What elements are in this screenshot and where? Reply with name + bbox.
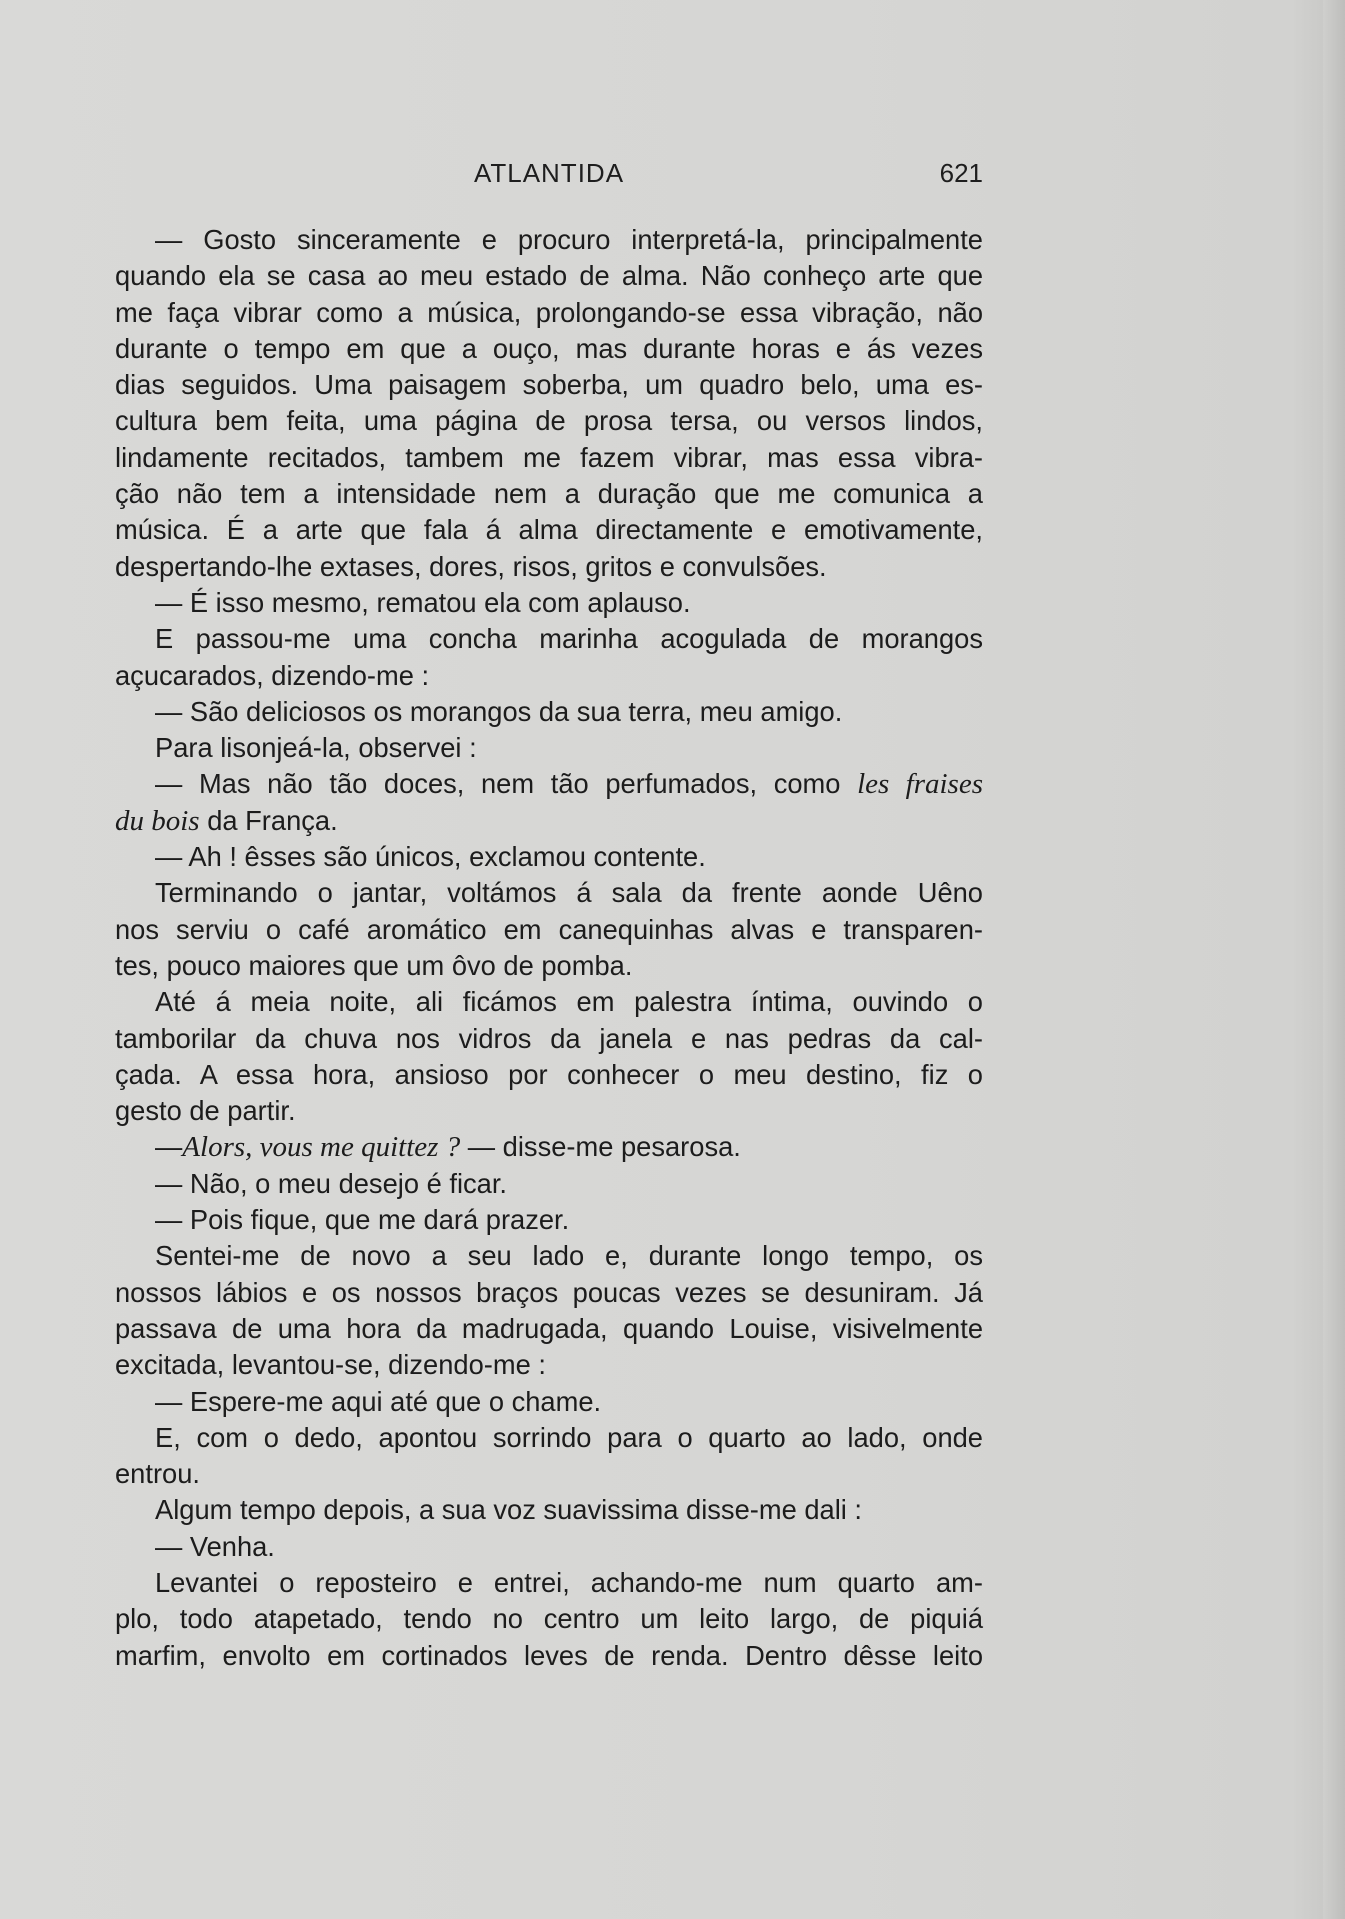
text-line — [115, 766, 983, 802]
text-line: despertando-lhe extases, dores, risos, gritos e convulsões. — [115, 550, 827, 582]
text-line: Sentei-me de novo a seu lado e, durante longo tempo, os — [155, 1240, 983, 1272]
text-line: — É isso mesmo, rematou ela com aplauso. — [155, 586, 691, 618]
text-line: Levantei o reposteiro e entrei, achando-me num quarto am- — [155, 1566, 983, 1598]
text-line: Algum tempo depois, a sua voz suavissima disse-me dali : — [155, 1494, 862, 1526]
text-line: E, com o dedo, apontou sorrindo para o quarto ao lado, onde — [155, 1421, 983, 1453]
text-line: durante o tempo em que a ouço, mas durante horas e ás vezes — [115, 332, 983, 364]
text-line: Até á meia noite, ali ficámos em palestra íntima, ouvindo o — [155, 986, 983, 1018]
paragraph — [115, 1384, 983, 1420]
text-segment: — disse-me pesarosa. — [467, 1131, 741, 1163]
paragraph — [115, 839, 983, 875]
paragraph — [115, 222, 983, 585]
paragraph — [115, 875, 983, 984]
text-segment: — — [155, 1131, 183, 1163]
text-line: — Pois fique, que me dará prazer. — [155, 1204, 570, 1236]
italic-phrase: les fraises — [857, 768, 983, 801]
text-line: dias seguidos. Uma paisagem soberba, um quadro belo, uma es- — [115, 369, 983, 401]
paragraph — [115, 984, 983, 1129]
running-title: ATLANTIDA — [473, 158, 625, 188]
paragraph — [115, 766, 983, 839]
paragraph — [115, 1529, 983, 1565]
text-line: música. É a arte que fala á alma directamente e emotivamente, — [115, 514, 983, 546]
paragraph — [115, 1129, 983, 1165]
text-line: Para lisonjeá-la, observei : — [155, 732, 477, 764]
text-line: entrou. — [115, 1458, 200, 1490]
text-line: ção não tem a intensidade nem a duração que me comunica a — [115, 478, 983, 510]
text-line: tes, pouco maiores que um ôvo de pomba. — [115, 949, 633, 981]
text-segment: da França. — [207, 804, 338, 836]
paragraph — [115, 730, 983, 766]
text-line: plo, todo atapetado, tendo no centro um leito largo, de piquiá — [115, 1603, 983, 1635]
text-line: — Venha. — [155, 1530, 275, 1562]
text-line: — Espere-me aqui até que o chame. — [155, 1385, 602, 1417]
body-text — [115, 222, 983, 1674]
paragraph — [115, 1420, 983, 1493]
page-edge-shadow — [1323, 0, 1345, 1919]
text-line: — São deliciosos os morangos da sua terra, meu amigo. — [155, 695, 843, 727]
paragraph — [115, 1202, 983, 1238]
paragraph — [115, 585, 983, 621]
paragraph — [115, 621, 983, 694]
text-line: passava de uma hora da madrugada, quando Louise, visivelmente — [115, 1312, 983, 1344]
text-line: me faça vibrar como a música, prolongando-se essa vibração, não — [115, 296, 983, 328]
text-line: — Gosto sinceramente e procuro interpretá-la, principalmente — [155, 224, 983, 255]
text-line: tamborilar da chuva nos vidros da janela e nas pedras da cal- — [115, 1022, 983, 1054]
text-line: gesto de partir. — [115, 1095, 296, 1127]
text-line: — Ah ! êsses são únicos, exclamou contente. — [155, 841, 706, 873]
paragraph — [115, 1565, 983, 1674]
italic-phrase: du bois — [115, 804, 200, 837]
paragraph — [115, 694, 983, 730]
text-line: Terminando o jantar, voltámos á sala da frente aonde Uêno — [155, 877, 983, 909]
page-header — [115, 158, 983, 194]
text-line — [115, 803, 983, 839]
text-segment: — Mas não tão doces, nem tão perfumados, como — [155, 768, 841, 800]
text-line: — Não, o meu desejo é ficar. — [155, 1167, 508, 1199]
text-line: excitada, levantou-se, dizendo-me : — [115, 1349, 546, 1381]
paragraph — [115, 1492, 983, 1528]
paragraph — [115, 1166, 983, 1202]
text-line: E passou-me uma concha marinha acogulada de morangos — [155, 623, 983, 655]
text-line: nossos lábios e os nossos braços poucas vezes se desuniram. Já — [115, 1276, 983, 1308]
text-line — [115, 1129, 983, 1165]
text-line: marfim, envolto em cortinados leves de renda. Dentro dêsse leito — [115, 1639, 983, 1671]
text-line: açucarados, dizendo-me : — [115, 659, 430, 691]
page-number: 621 — [939, 158, 983, 188]
text-line: lindamente recitados, tambem me fazem vibrar, mas essa vibra- — [115, 441, 983, 473]
paragraph — [115, 1238, 983, 1383]
text-line: çada. A essa hora, ansioso por conhecer o meu destino, fiz o — [115, 1058, 983, 1090]
italic-phrase: Alors, vous me quittez ? — [182, 1131, 461, 1164]
text-line: quando ela se casa ao meu estado de alma. Não conheço arte que — [115, 260, 983, 292]
text-line: cultura bem feita, uma página de prosa tersa, ou versos lindos, — [115, 405, 983, 437]
text-line: nos serviu o café aromático em canequinhas alvas e transparen- — [115, 913, 983, 945]
